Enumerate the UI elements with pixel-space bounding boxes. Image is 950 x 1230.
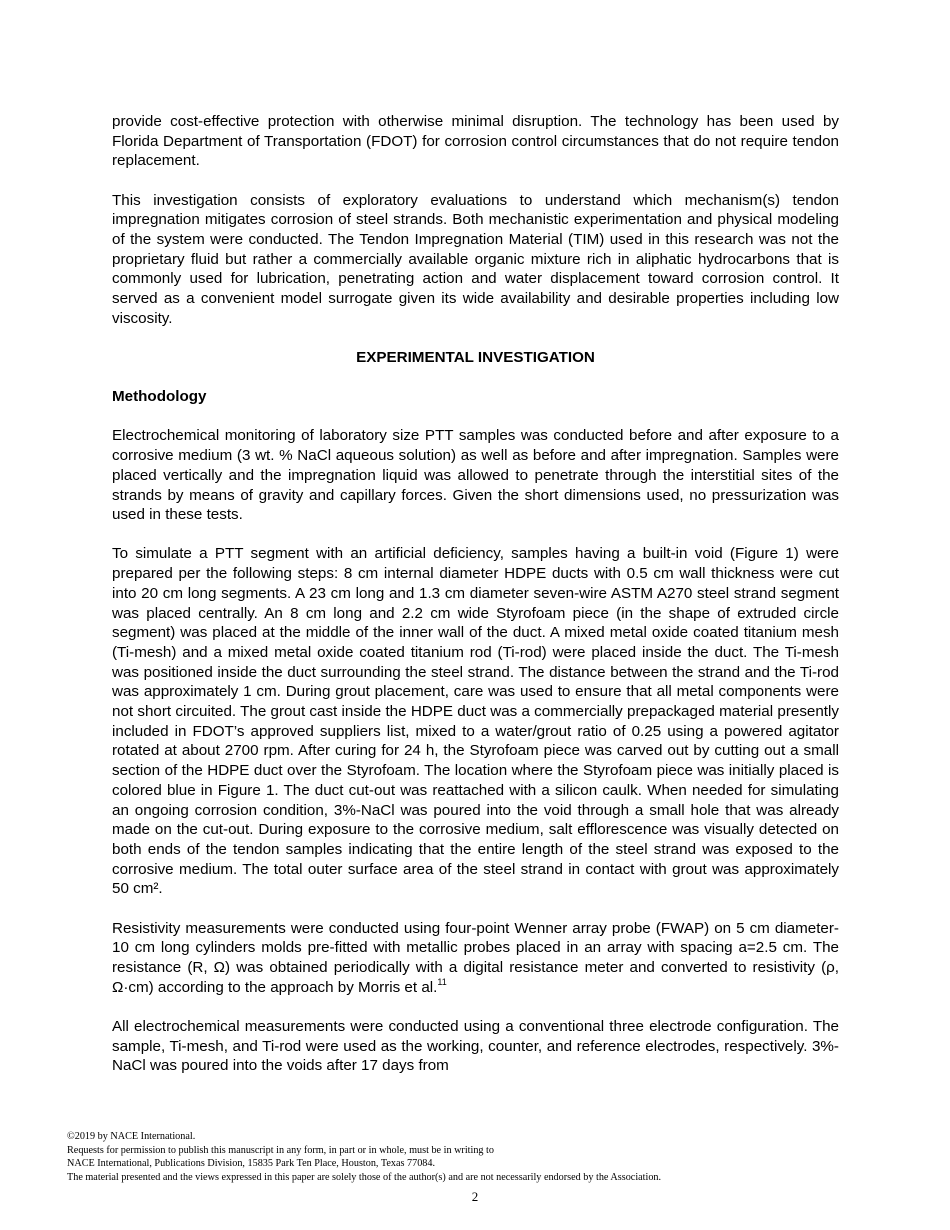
paragraph-electrochemical-monitoring: Electrochemical monitoring of laboratory size PTT samples was conducted before and after exposure to a corrosive medium (3 wt. % NaCl aqueous solution) as well as before and after impregnation. Samples were placed vertically and the impregnation liquid was allowed to penetrate through the interstitial sites of the strands by means of gravity and capillary forces. Given the short dimensions used, no pressurization was used in these tests. xyxy=(112,427,839,524)
subsection-heading: Methodology xyxy=(112,388,207,406)
paragraph-investigation-scope: This investigation consists of exploratory evaluations to understand which mechanism(s) tendon impregnation mitigates corrosion of steel strands. Both mechanistic experimentation and physical modeling of the system were conducted. The Tendon Impregnation Material (TIM) used in this research was not the proprietary fluid but rather a commercially available organic mixture rich in aliphatic hydrocarbons that is commonly used for lubrication, penetrating action and water displacement toward corrosion control. It served as a convenient model surrogate given its wide availability and desirable properties including low viscosity. xyxy=(112,191,839,327)
paragraph-sample-preparation: To simulate a PTT segment with an artificial deficiency, samples having a built-in void (Figure 1) were prepared per the following steps: 8 cm internal diameter HDPE ducts with 0.5 cm wall thickness were cut into 20 cm long segments. A 23 cm long and 1.3 cm diameter seven-wire ASTM A270 steel strand segment was placed centrally. An 8 cm long and 2.2 cm wide Styrofoam piece (in the shape of extruded circle segment) was placed at the middle of the inner wall of the duct. A mixed metal oxide coated titanium mesh (Ti-mesh) and a mixed metal oxide coated titanium rod (Ti-rod) were placed inside the duct. The Ti-mesh was positioned inside the duct surrounding the steel strand. The distance between the strand and the Ti-rod was approximately 1 cm. During grout placement, care was used to ensure that all metal components were not short circuited. The grout cast inside the HDPE duct was a commercially prepackaged material presently included in FDOT’s approved suppliers list, mixed to a water/grout ratio of 0.25 using a powered agitator rotated at about 2700 rpm. After curing for 24 h, the Styrofoam piece was carved out by cutting out a small section of the HDPE duct over the Styrofoam. The location where the Styrofoam piece was initially placed is colored blue in Figure 1. The duct cut-out was reattached with a silicon caulk. When needed for simulating an ongoing corrosion condition, 3%-NaCl was poured into the void through a small hole that was already made on the cut-out. During exposure to the corrosive medium, salt efflorescence was visually detected on both ends of the tendon samples indicating that the entire length of the steel strand was exposed to the corrosive medium. The total outer surface area of the steel strand in contact with grout was approximately 50 cm². xyxy=(112,545,839,898)
footer-disclaimer: The material presented and the views expressed in this paper are solely those of the author(s) and are not necessarily endorsed by the Association. xyxy=(67,1172,662,1184)
footer-address: NACE International, Publications Division, 15835 Park Ten Place, Houston, Texas 77084. xyxy=(67,1158,436,1170)
paragraph-electrochemical-setup: All electrochemical measurements were conducted using a conventional three electrode configuration. The sample, Ti-mesh, and Ti-rod were used as the working, counter, and reference electrodes, respectively. 3%-NaCl was poured into the voids after 17 days from xyxy=(112,1017,839,1075)
paragraph-intro-continued: provide cost-effective protection with otherwise minimal disruption. The technology has been used by Florida Department of Transportation (FDOT) for corrosion control circumstances that do not require tendon replacement. xyxy=(112,113,839,170)
body-text xyxy=(112,112,839,1096)
section-heading: EXPERIMENTAL INVESTIGATION xyxy=(356,349,595,367)
footer-permission: Requests for permission to publish this manuscript in any form, in part or in whole, must be in writing to xyxy=(67,1144,494,1156)
paragraph-resistivity-text: Resistivity measurements were conducted using four-point Wenner array probe (FWAP) on 5 cm diameter- 10 cm long cylinders molds pre-fitted with metallic probes placed in an array with spacing a=2.5 cm. The resistance (R, Ω) was obtained periodically with a digital resistance meter and converted to resistivity (ρ, Ω·cm) according to the approach by Morris et al. xyxy=(112,919,839,996)
page-footer xyxy=(67,1130,887,1185)
citation-reference: 11 xyxy=(437,976,447,987)
paragraph-resistivity xyxy=(112,919,839,998)
page-number: 2 xyxy=(471,1189,479,1204)
footer-copyright: ©2019 by NACE International. xyxy=(67,1131,196,1142)
